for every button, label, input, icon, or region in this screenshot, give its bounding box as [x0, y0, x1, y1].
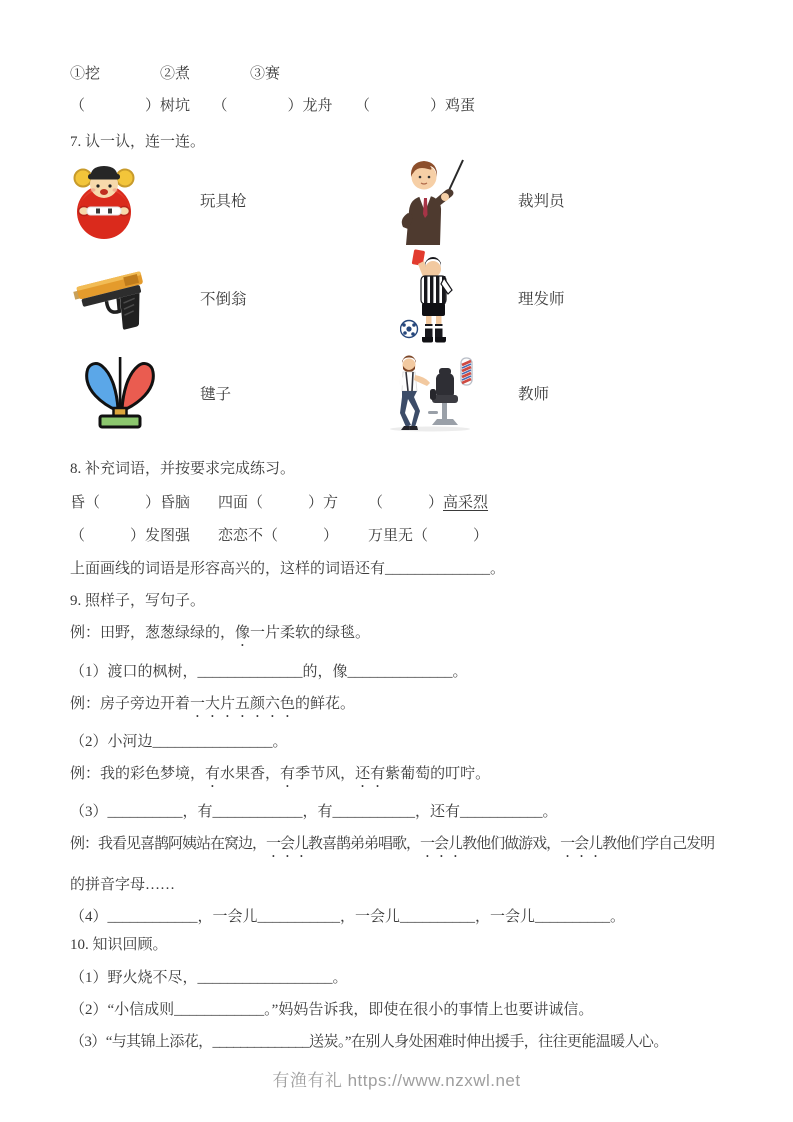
- text-segment: 例：我的彩色梦境，: [70, 766, 206, 782]
- text-segment: （2）小河边________________。: [70, 734, 288, 750]
- q10-item-3: （3）“与其锦上添花，______________送炭。”在别人身处困难时伸出援手，往往更能温暖人心。: [70, 1034, 668, 1050]
- shuttlecock-icon: [72, 354, 168, 432]
- tumbler-doll-icon: [72, 159, 136, 241]
- match-image-cell: [350, 155, 510, 245]
- dot-emphasized-text: 还有: [355, 766, 386, 782]
- underlined-word: 高采烈: [443, 495, 489, 511]
- match-image-cell: [70, 354, 200, 432]
- q9-example-2: [70, 696, 723, 721]
- teacher-pointer-icon: [394, 155, 466, 245]
- barber-man: [399, 355, 430, 430]
- match-label: 裁判员: [518, 192, 565, 210]
- q9-item-1: [70, 664, 723, 681]
- match-label: 教师: [518, 386, 550, 403]
- q7-match-grid: [70, 153, 723, 437]
- q10-item-1: （1）野火烧不尽，__________________。: [70, 970, 348, 986]
- text-segment: 水果香，: [220, 766, 281, 782]
- dot-emphasized-text: 有: [205, 766, 221, 782]
- q9-example-3: [70, 766, 723, 791]
- barber-chair: [428, 368, 458, 425]
- match-image-cell: [70, 159, 200, 241]
- question-8-title: 8. 补充词语，并按要求完成练习。: [70, 461, 296, 477]
- referee-icon: [400, 248, 460, 348]
- dot-emphasized-text: 一会儿: [266, 836, 309, 852]
- verb-blank-line: （ ）树坑 （ ）龙舟 （ ）鸡蛋: [70, 98, 476, 114]
- barber-pole: [461, 358, 472, 385]
- q9-example-4-line-2: [70, 877, 723, 894]
- text-segment: 一片柔软的绿毯。: [250, 625, 371, 641]
- q10-item-2: （2）“小信成则____________。”妈妈告诉我，即使在很小的事情上也要讲诚信。: [70, 1002, 594, 1018]
- text-segment: 的鲜花。: [295, 696, 356, 712]
- verb-option-line: ①挖 ②煮 ③赛: [70, 66, 281, 82]
- q9-item-2: [70, 734, 723, 751]
- match-label: 理发师: [518, 290, 565, 308]
- match-label: 不倒翁: [200, 290, 247, 308]
- match-image-cell: [70, 261, 200, 335]
- text-segment: 教喜鹊弟弟唱歌，: [308, 836, 421, 852]
- text-segment: 教他们做游戏，: [462, 836, 561, 852]
- word-blank-prefix: （ ）: [368, 495, 444, 511]
- q8-word-row: [70, 528, 723, 545]
- question-10-title: 10. 知识回顾。: [70, 937, 168, 953]
- toy-gun-icon: [72, 261, 158, 335]
- site-watermark: 有渔有礼 https://www.nzxwl.net: [272, 1071, 521, 1090]
- word-blank: 昏（ ）昏脑: [70, 495, 191, 511]
- word-blank: （ ）发图强: [70, 528, 191, 544]
- text-segment: 季节风，: [295, 766, 356, 782]
- q9-example-4-line-1: [70, 836, 723, 861]
- question-7-title: 7. 认一认，连一连。: [70, 134, 206, 150]
- text-segment: 教他们学自己发明: [602, 836, 715, 852]
- q8-followup-line: 上面画线的词语是形容高兴的，这样的词语还有______________。: [70, 561, 506, 577]
- text-segment: 例：田野，葱葱绿绿的，: [70, 625, 236, 641]
- dot-emphasized-text: 一会儿: [420, 836, 463, 852]
- barber-icon: [384, 353, 476, 433]
- text-segment: 的拼音字母……: [70, 877, 176, 893]
- dot-emphasized-text: 有: [280, 766, 296, 782]
- question-9-title: 9. 照样子，写句子。: [70, 593, 206, 609]
- dot-emphasized-text: 像: [235, 625, 251, 641]
- dot-emphasized-text: 一会儿: [560, 836, 603, 852]
- match-label: 玩具枪: [200, 192, 247, 210]
- match-image-cell: [350, 353, 510, 433]
- word-blank: [368, 495, 723, 512]
- q9-example-1: [70, 625, 723, 650]
- text-segment: （3）__________，有____________，有___________，还有___________。: [70, 804, 558, 820]
- q8-word-row: [70, 495, 723, 512]
- match-label: 毽子: [200, 386, 232, 403]
- q9-item-4: [70, 909, 723, 926]
- text-segment: （1）渡口的枫树，______________的，像______________。: [70, 664, 468, 680]
- q9-item-3: [70, 804, 723, 821]
- text-segment: 紫葡萄的叮咛。: [385, 766, 491, 782]
- word-blank: 四面（ ）方: [218, 495, 339, 511]
- text-segment: 例：我看见喜鹊阿姨站在窝边，: [70, 836, 267, 852]
- match-image-cell: [350, 248, 510, 348]
- word-blank: 恋恋不（ ）: [218, 528, 339, 544]
- text-segment: 例：房子旁边开着: [70, 696, 191, 712]
- word-blank: 万里无（ ）: [368, 528, 489, 544]
- dot-emphasized-text: 一大片五颜六色: [190, 696, 296, 712]
- text-segment: （4）____________，一会儿___________，一会儿__________，一会儿__________。: [70, 909, 626, 925]
